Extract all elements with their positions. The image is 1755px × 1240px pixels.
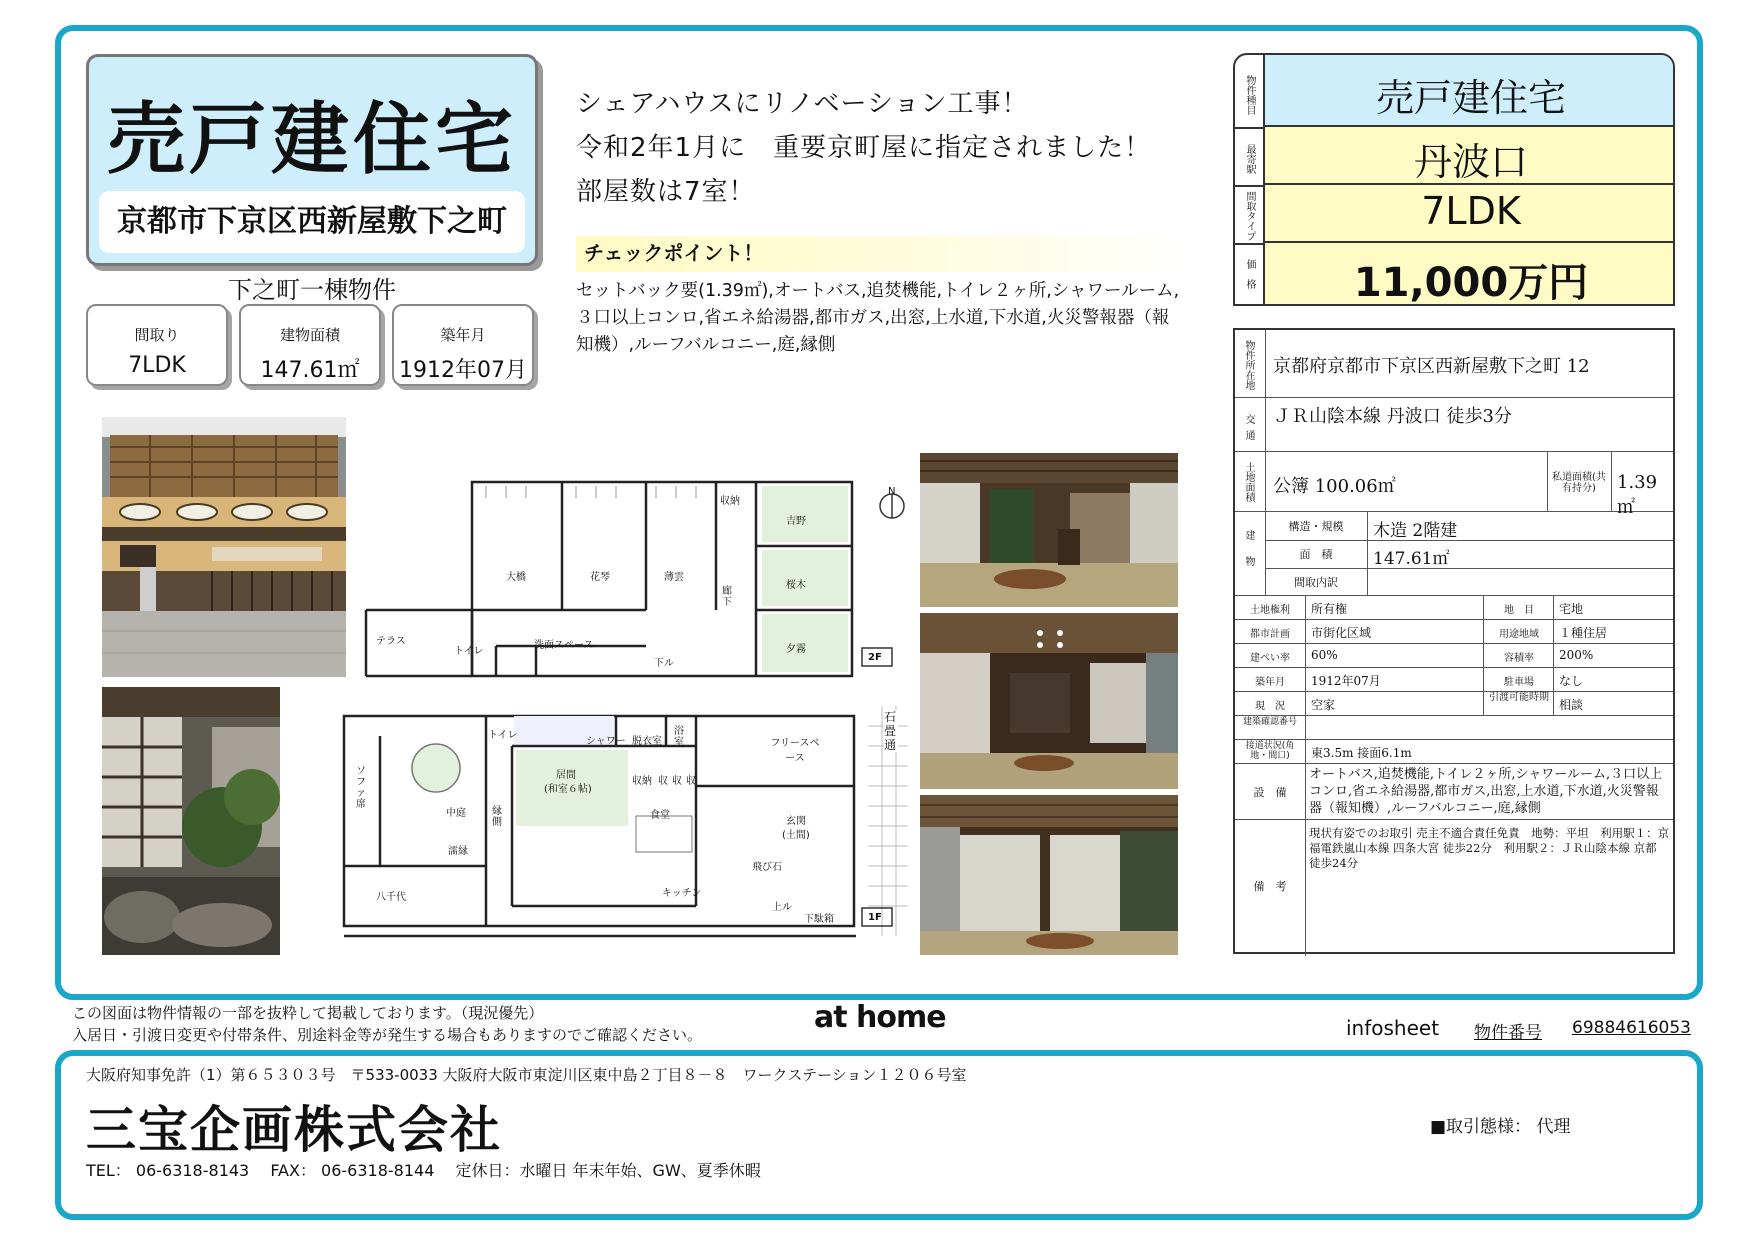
structure-label: 構造・規模 (1288, 520, 1344, 533)
cell-value: １種住居 (1559, 626, 1608, 640)
stat-value: 1912年07月 (399, 358, 527, 383)
private-road-value: 1.39㎡ (1617, 472, 1658, 518)
row-coverage (1235, 644, 1673, 668)
fp-corridor: 廊下 (722, 586, 732, 608)
cell-value: 所有権 (1311, 602, 1348, 616)
fp-stair-up: 上ル (772, 902, 792, 913)
summary-price: 11,000万円 (1353, 260, 1589, 306)
cell-value: 空家 (1311, 698, 1336, 712)
cell-value: 市街化区域 (1311, 626, 1372, 640)
cell-label: 引渡可能時期 (1489, 692, 1549, 703)
fp-room-sakuragi: 桜木 (786, 580, 806, 591)
cell-value: 宅地 (1559, 602, 1584, 616)
stat-building-area (239, 304, 381, 386)
row-status (1235, 692, 1673, 716)
row-confirm (1235, 716, 1673, 740)
property-caption: 下之町一棟物件 (228, 276, 396, 304)
land-value: 公簿 100.06㎡ (1273, 476, 1396, 497)
summary-table (1233, 53, 1675, 306)
structure-value: 木造 2階建 (1373, 521, 1458, 541)
cell-value: 相談 (1559, 698, 1584, 712)
traffic-value: ＪＲ山陰本線 丹波口 徒歩3分 (1273, 406, 1512, 427)
cell-label: 接道状況(角地・間口) (1245, 741, 1295, 761)
label-location: 物件所在地 (1243, 340, 1254, 390)
room-photo-3 (920, 795, 1178, 955)
stat-label: 築年月 (440, 326, 486, 344)
notes-value: 現状有姿でのお取引 売主不適合責任免責 地勢：平坦 利用駅１：京福電鉄嵐山本線 四条大宮 徒歩22分 利用駅２：ＪＲ山陰本線 京都 徒歩24分 (1309, 826, 1670, 870)
transaction-type: ■取引態様： 代理 (1430, 1117, 1571, 1137)
row-equipment (1235, 764, 1673, 820)
contact-info: TEL： 06-6318-8143 FAX： 06-6318-8144 定休日：水曜日 年末年始、GW、夏季休暇 (86, 1161, 761, 1180)
north-icon: N (888, 486, 896, 497)
fp-storage-1f: 収納 (632, 776, 652, 787)
fp-room-ohashi: 大橋 (506, 572, 526, 583)
headline-2: 令和2年1月に 重要京町屋に指定されました！ (576, 133, 1152, 163)
cell-label: 建ぺい率 (1250, 653, 1290, 664)
fp-storage-2f: 収納 (720, 496, 740, 507)
fp-room-usugumo: 薄雲 (664, 572, 684, 583)
property-type-title: 売戸建住宅 (106, 95, 517, 185)
fp-living: 居間 (556, 770, 576, 781)
area-value: 147.61㎡ (1373, 549, 1450, 569)
short-address: 京都市下京区西新屋敷下之町 (99, 191, 525, 253)
label-layout: 間取タイプ (1244, 191, 1255, 241)
stat-built-date (392, 304, 534, 386)
label-traffic: 交通 (1243, 414, 1254, 446)
cell-label: 建築確認番号 (1242, 717, 1297, 727)
infosheet-label: infosheet (1346, 1016, 1440, 1040)
fp-entrance: 玄関 (786, 816, 806, 827)
fp-stair-down-2f: 下ル (654, 658, 674, 669)
garden-photo (102, 687, 280, 955)
fp-toilet-1f: トイレ (488, 730, 518, 741)
fp-shower: シャワー (586, 736, 626, 747)
fp-washroom-2f: 洗面スペース (534, 640, 594, 651)
divider (1611, 452, 1612, 512)
fp-room-yoshino: 吉野 (786, 516, 806, 527)
fp-room-hanakoto: 花琴 (590, 572, 610, 583)
checkpoint-text: セットバック要(1.39㎡),オートバス,追焚機能,トイレ２ヶ所,シャワールーム,３口以上コンロ,省エネ給湯器,都市ガス,出窓,上水道,下水道,火災警報器（報知機）,ルーフバルコニー,庭,縁側 (576, 281, 1180, 355)
cell-label: 都市計画 (1250, 629, 1290, 640)
room-photo-1 (920, 453, 1178, 607)
layout-detail-label: 間取内訳 (1294, 576, 1338, 589)
cell-label: 駐車場 (1504, 677, 1534, 688)
divider (1547, 452, 1548, 512)
fp-storage-b: 収 (672, 776, 682, 787)
title-box (86, 54, 538, 266)
fp-engawa: 縁側 (492, 806, 502, 828)
cell-label: 地 目 (1504, 605, 1534, 616)
divider (1235, 127, 1265, 129)
summary-layout: 7LDK (1421, 189, 1521, 233)
row-road (1235, 740, 1673, 764)
area-label: 面 積 (1299, 548, 1333, 561)
fp-nureen: 濡縁 (448, 846, 468, 857)
summary-station: 丹波口 (1413, 140, 1528, 184)
headlines (576, 82, 1196, 214)
fp-bath: 浴室 (674, 726, 684, 748)
private-road-label: 私道面積(共有持分) (1552, 472, 1606, 494)
row-land-rights (1235, 596, 1673, 620)
headline-3: 部屋数は7室！ (576, 177, 756, 207)
divider (1235, 185, 1265, 187)
stat-value: 7LDK (128, 353, 186, 378)
detail-table (1233, 328, 1675, 954)
cell-label: 用途地域 (1499, 629, 1539, 640)
fp-stone-path: 石畳通 (884, 710, 897, 752)
divider (1367, 512, 1368, 596)
disclaimer-1: この図面は物件情報の一部を抜粋して掲載しております。（現況優先） (72, 1004, 544, 1022)
fp-room-yachiyo: 八千代 (376, 892, 406, 903)
equipment-value: オートバス,追焚機能,トイレ２ヶ所,シャワールーム,３口以上コンロ,省エネ給湯器,都市ガス,出窓,上水道,下水道,火災警報器（報知機）,ルーフバルコニー,庭,縁側 (1309, 767, 1663, 816)
stat-label: 建物面積 (279, 326, 340, 344)
disclaimer-2: 入居日・引渡日変更や付帯条件、別途料金等が発生する場合もありますのでご確認ください。 (72, 1026, 703, 1044)
fp-dressing: 脱衣室 (632, 736, 662, 747)
cell-label: 設 備 (1253, 786, 1287, 799)
fp-toilet-2f: トイレ (454, 646, 484, 657)
fp-sofa: ソファ席 (356, 766, 366, 810)
cell-value: なし (1559, 674, 1584, 688)
divider (1235, 243, 1265, 245)
property-id-label: 物件番号 (1474, 1023, 1542, 1043)
checkpoint-title: チェックポイント！ (576, 236, 1190, 272)
stat-value: 147.61㎡ (260, 358, 360, 383)
room-photo-2 (920, 613, 1178, 789)
fp-stepping-stone: 飛び石 (752, 862, 782, 873)
cell-label: 築年月 (1255, 677, 1285, 688)
label-land: 土地面積 (1243, 462, 1254, 502)
headline-1: シェアハウスにリノベーション工事！ (576, 89, 1029, 119)
label-price: 価格 (1244, 259, 1255, 299)
stat-layout (86, 304, 228, 386)
label-station: 最寄駅 (1244, 144, 1255, 174)
fp-storage-a: 収 (658, 776, 668, 787)
row-built (1235, 668, 1673, 692)
divider (1265, 452, 1266, 512)
divider (1553, 596, 1554, 716)
cell-label: 土地権利 (1250, 605, 1290, 616)
fp-shoe-rack: 下駄箱 (804, 914, 834, 925)
fp-kitchen: キッチン (662, 888, 702, 899)
fp-free-space: フリースペース (770, 738, 820, 764)
location-value: 京都府京都市下京区西新屋敷下之町 12 (1273, 356, 1590, 377)
athome-logo: at home (814, 1000, 946, 1035)
floor-plan (296, 446, 912, 958)
fp-room-yugiri: 夕霧 (786, 644, 806, 655)
row-notes (1235, 820, 1673, 952)
divider (1265, 568, 1673, 569)
cell-label: 容積率 (1504, 653, 1534, 664)
label-building: 建物 (1243, 530, 1254, 582)
fp-doma: (土間) (782, 830, 810, 841)
row-city-plan (1235, 620, 1673, 644)
divider (1483, 596, 1484, 716)
property-id: 69884616053 (1572, 1018, 1691, 1038)
cell-label: 備 考 (1253, 880, 1287, 893)
company-name: 三宝企画株式会社 (86, 1101, 502, 1159)
fp-courtyard: 中庭 (446, 808, 466, 819)
stat-label: 間取り (134, 326, 180, 344)
cell-value: 東3.5m 接面6.1m (1311, 746, 1412, 760)
summary-type: 売戸建住宅 (1375, 76, 1566, 120)
fp-floor-label-2f: 2F (868, 652, 882, 663)
fp-storage-c: 収 (686, 776, 696, 787)
fp-dining: 食堂 (650, 810, 670, 821)
cell-value: 200% (1559, 648, 1594, 662)
license-info: 大阪府知事免許（1）第６５３０３号 〒533-0033 大阪府大阪市東淀川区東中島２丁目８－８ ワークステーション１２０６号室 (86, 1066, 967, 1084)
cell-value: 60% (1311, 648, 1338, 662)
fp-living-sub: (和室６帖) (544, 784, 592, 795)
divider (1265, 540, 1673, 541)
cell-value: 1912年07月 (1311, 674, 1381, 688)
fp-floor-label-1f: 1F (868, 912, 882, 923)
label-type: 物件種目 (1244, 75, 1255, 115)
fp-terrace: テラス (376, 636, 406, 647)
cell-label: 現 況 (1255, 701, 1285, 712)
